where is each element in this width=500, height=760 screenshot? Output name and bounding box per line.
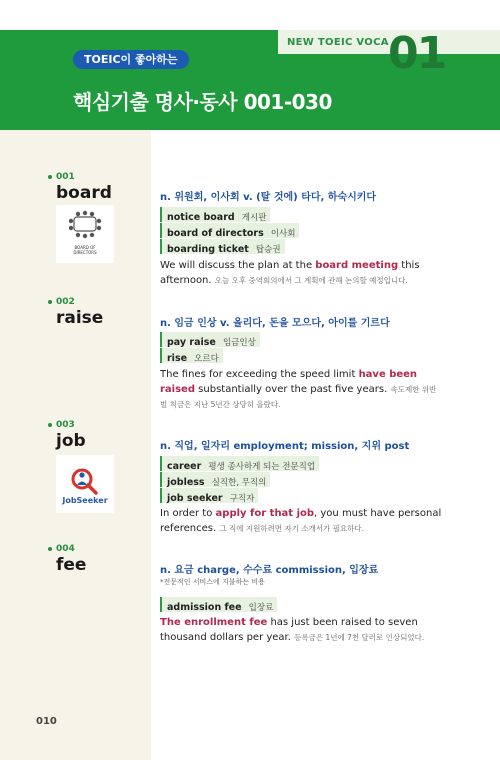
entry-word: job: [56, 431, 86, 451]
collocation: boarding ticket 탑승권: [160, 239, 285, 254]
collocation: notice board 게시판: [160, 207, 270, 222]
chapter-number: 01: [388, 28, 446, 79]
example-sentence: The enrollment fee has just been raised to seven thousand dollars per year. 등록금은 1년에 7천 달러로 인상되었다.: [160, 617, 425, 643]
example-sentence: The fines for exceeding the speed limit have been raised substantially over the past five years. 속도제한 위반 벌 칙금은 지난 5년간 상당히 올랐다.: [160, 369, 437, 409]
entry-definition: n. 요금 charge, 수수료 commission, 입장료: [160, 565, 379, 576]
example-sentence: In order to apply for that job, you must have personal references. 그 직에 지원하려면 자기 소개서가 필요하다.: [160, 508, 442, 534]
collocation: admission fee 입장료: [160, 597, 277, 612]
entry-number: 004: [48, 544, 75, 554]
svg-text:DIRECTORS: DIRECTORS: [73, 250, 97, 255]
collocation: pay raise 임금인상: [160, 332, 260, 347]
entry-word: raise: [56, 308, 104, 328]
board-meeting-icon: [56, 205, 114, 263]
example-sentence: We will discuss the plan at the board meeting this afternoon. 오늘 오후 중역회의에서 그 계획에 관해 논의할 예정입니다.: [160, 260, 420, 286]
jobseeker-logo-icon: [56, 455, 114, 513]
entry-definition: n. 직업, 일자리 employment; mission, 지위 post: [160, 441, 410, 452]
collocation: rise 오르다: [160, 348, 223, 363]
entry-word: board: [56, 183, 112, 203]
collocation: job seeker 구직자: [160, 488, 258, 503]
entry-number: 002: [48, 297, 75, 307]
entry-number: 001: [48, 172, 75, 182]
series-label: NEW TOEIC VOCA: [287, 37, 389, 48]
chapter-header: [0, 30, 500, 130]
collocation: board of directors 이사회: [160, 223, 299, 238]
entry-definition: n. 위원회, 이사회 v. (탈 것에) 타다, 하숙시키다: [160, 192, 377, 203]
collocation: jobless 실직한, 무직의: [160, 472, 270, 487]
collocation: career 평생 종사하게 되는 전문직업: [160, 456, 319, 471]
entry-definition: n. 임금 인상 v. 올리다, 돈을 모으다, 아이를 기르다: [160, 318, 390, 329]
entry-word: fee: [56, 555, 87, 575]
entry-note: *전문적인 서비스에 지불하는 비용: [160, 578, 265, 586]
entry-number: 003: [48, 420, 75, 430]
svg-text:BOARD OF: BOARD OF: [74, 245, 96, 250]
header-badge: TOEIC이 좋아하는: [73, 50, 189, 69]
page-number: 010: [36, 716, 57, 727]
page-title: 핵심기출 명사·동사 001-030: [73, 90, 332, 114]
svg-text:JobSeeker: JobSeeker: [62, 496, 108, 505]
